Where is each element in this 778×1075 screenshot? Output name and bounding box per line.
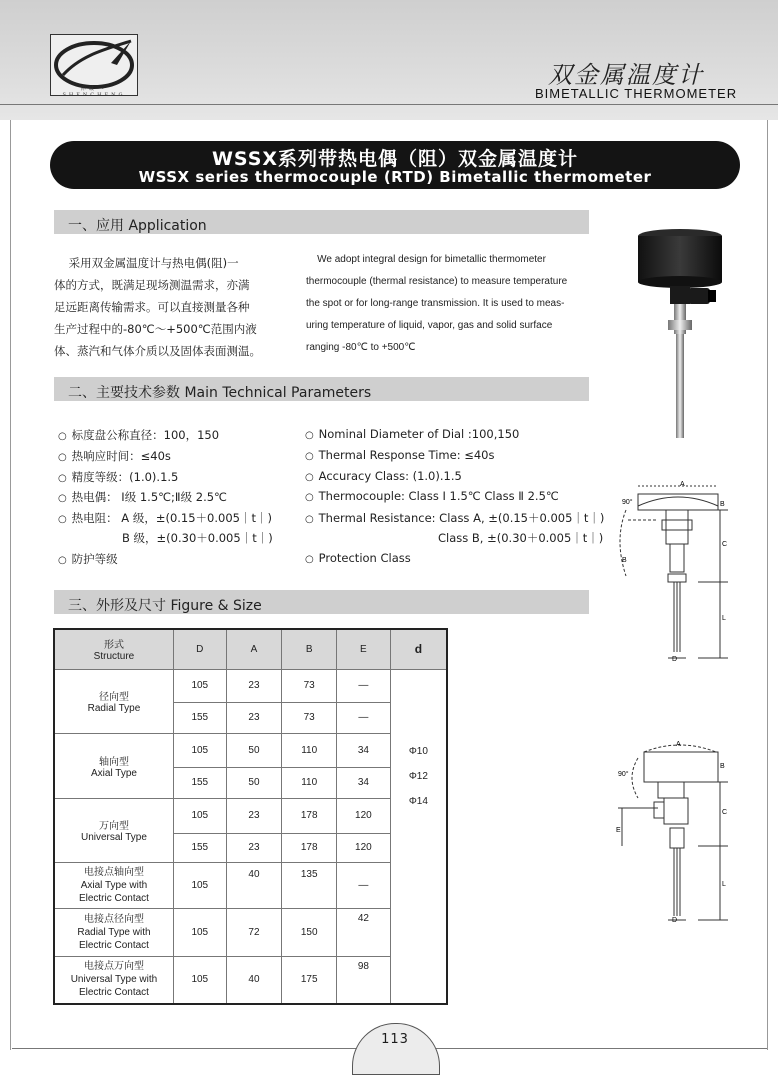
dimension-drawing-universal xyxy=(608,738,733,923)
cell-e: 120 xyxy=(337,833,391,862)
param-zh-text: 防护等级 xyxy=(71,552,118,566)
page-number-tab xyxy=(352,1023,440,1075)
structure-en: Axial Type with xyxy=(80,879,148,891)
param-zh-item xyxy=(58,469,298,489)
circle-bullet-icon: ○ xyxy=(58,514,67,525)
param-zh-text: 热电阻： A 级，±(0.15＋0.005｜t｜) xyxy=(71,511,272,525)
param-en-item xyxy=(305,510,605,530)
title-en: WSSX series thermocouple (RTD) Bimetallic thermometer xyxy=(138,168,652,186)
dim-label-b: B xyxy=(720,763,725,770)
application-en-line: ranging -80℃ to +500℃ xyxy=(306,342,416,353)
structure-cell xyxy=(54,956,173,1004)
parameters-zh xyxy=(58,427,298,572)
structure-en: Axial Type xyxy=(90,767,137,779)
cell-b: 178 xyxy=(282,833,337,862)
logo-caption: 伸诚 • SHENCHENG xyxy=(62,86,126,98)
param-zh-text: 精度等级：(1.0).1.5 xyxy=(71,470,179,484)
param-zh-item xyxy=(58,448,298,469)
structure-en: Electric Contact xyxy=(78,892,149,904)
circle-bullet-icon: ○ xyxy=(305,554,314,565)
section-title-figure: 三、外形及尺寸 Figure & Size xyxy=(68,598,262,614)
param-en-item xyxy=(305,427,605,448)
dim-label-b2: B xyxy=(622,557,627,564)
cell-a: 23 xyxy=(226,702,282,733)
header-structure-zh: 形式 xyxy=(103,640,124,652)
cell-d: 105 xyxy=(173,908,226,956)
header-e: E xyxy=(337,629,391,669)
structure-cell xyxy=(54,908,173,956)
param-zh-text: 热响应时间：≤40s xyxy=(71,449,171,463)
title-zh: WSSX系列带热电偶（阻）双金属温度计 xyxy=(211,148,579,170)
param-en-text: Thermal Response Time: ≤40s xyxy=(318,448,495,462)
param-en-text: Nominal Diameter of Dial :100,150 xyxy=(318,427,520,441)
application-en-line: We adopt integral design for bimetallic thermometer xyxy=(306,254,546,265)
cell-b: 73 xyxy=(282,669,337,702)
cell-a: 50 xyxy=(226,767,282,798)
product-name-en: BIMETALLIC THERMOMETER xyxy=(535,86,738,101)
circle-bullet-icon: ○ xyxy=(58,555,67,566)
param-en-text: Accuracy Class: (1.0).1.5 xyxy=(318,469,462,483)
cell-e: 120 xyxy=(337,798,391,833)
table-row xyxy=(54,798,447,833)
cell-a: 40 xyxy=(226,956,282,1004)
application-text-zh xyxy=(54,252,278,362)
cell-d: 155 xyxy=(173,767,226,798)
cell-b: 73 xyxy=(282,702,337,733)
cell-b: 135 xyxy=(282,862,337,908)
circle-bullet-icon: ○ xyxy=(305,451,314,462)
structure-cell xyxy=(54,798,173,862)
section-title-parameters: 二、主要技术参数 Main Technical Parameters xyxy=(68,385,372,401)
cell-d: 105 xyxy=(173,956,226,1004)
structure-zh: 电接点万向型 xyxy=(83,961,144,973)
right-margin-rule xyxy=(767,120,768,1050)
application-en-line: uring temperature of liquid, vapor, gas and solid surface xyxy=(306,320,553,331)
dim-label-a: A xyxy=(676,741,681,748)
structure-en: Universal Type xyxy=(80,832,147,843)
header-rule xyxy=(0,104,778,105)
circle-bullet-icon: ○ xyxy=(58,431,67,442)
structure-en: Electric Contact xyxy=(78,939,149,951)
dim-label-c: C xyxy=(722,809,728,816)
structure-en: Radial Type with xyxy=(77,926,151,938)
d-value: Φ10 xyxy=(408,745,428,757)
cell-e: — xyxy=(337,862,391,908)
param-en-item xyxy=(305,448,605,469)
cell-d: 105 xyxy=(173,798,226,833)
circle-bullet-icon: ○ xyxy=(305,430,314,441)
cell-b: 175 xyxy=(282,956,337,1004)
cell-e: 34 xyxy=(337,767,391,798)
circle-bullet-icon: ○ xyxy=(305,492,314,503)
circle-bullet-icon: ○ xyxy=(305,472,314,483)
application-zh-line: 足远距离传输需求。可以直接测量各种 xyxy=(54,300,250,314)
d-value: Φ12 xyxy=(408,770,428,782)
structure-cell xyxy=(54,862,173,908)
left-margin-rule xyxy=(10,120,11,1050)
dim-label-e: E xyxy=(616,827,621,834)
product-name-zh: 双金属温度计 xyxy=(548,61,704,89)
cell-d: 105 xyxy=(173,669,226,702)
cell-d: 105 xyxy=(173,733,226,767)
param-en-item xyxy=(305,551,605,572)
param-zh-item xyxy=(58,530,298,551)
dim-label-a: A xyxy=(680,481,685,488)
dim-label-d: D xyxy=(672,656,678,662)
application-zh-line: 体、蒸汽和气体介质以及固体表面测温。 xyxy=(54,344,261,358)
cell-e: 42 xyxy=(337,908,391,956)
spec-table xyxy=(53,628,448,1005)
cell-e: — xyxy=(337,669,391,702)
cell-e: 98 xyxy=(337,956,391,1004)
circle-bullet-icon: ○ xyxy=(305,514,314,525)
param-en-item xyxy=(305,469,605,489)
structure-cell xyxy=(54,733,173,798)
cell-a: 23 xyxy=(226,833,282,862)
parameters-en xyxy=(305,427,605,572)
cell-d: 105 xyxy=(173,862,226,908)
structure-zh: 电接点轴向型 xyxy=(83,866,144,878)
table-row xyxy=(54,669,447,702)
dimension-drawing-radial xyxy=(608,480,733,662)
cell-b: 110 xyxy=(282,767,337,798)
structure-zh: 电接点径向型 xyxy=(83,913,144,925)
cell-b: 150 xyxy=(282,908,337,956)
application-zh-line: 体的方式，既满足现场测温需求，亦满 xyxy=(54,278,250,292)
page-number: 113 xyxy=(381,1032,409,1047)
structure-cell xyxy=(54,669,173,733)
param-zh-text: B 级，±(0.30＋0.005｜t｜) xyxy=(122,531,273,545)
structure-en: Radial Type xyxy=(87,703,141,714)
structure-zh: 万向型 xyxy=(98,821,129,832)
cell-a: 40 xyxy=(226,862,282,908)
structure-en: Universal Type with xyxy=(70,974,158,986)
d-value: Φ14 xyxy=(408,795,428,807)
table-row xyxy=(54,956,447,1004)
structure-zh: 径向型 xyxy=(98,692,129,703)
cell-e: — xyxy=(337,702,391,733)
cell-b: 110 xyxy=(282,733,337,767)
param-zh-text: 热电偶： Ⅰ级 1.5℃;Ⅱ级 2.5℃ xyxy=(71,490,227,504)
param-zh-item xyxy=(58,551,298,572)
table-header-row xyxy=(54,629,447,669)
param-zh-item xyxy=(58,489,298,510)
cell-e: 34 xyxy=(337,733,391,767)
param-en-item xyxy=(305,489,605,510)
dim-label-angle: 90° xyxy=(618,771,629,778)
cell-a: 50 xyxy=(226,733,282,767)
param-en-text: Thermocouple: Class Ⅰ 1.5℃ Class Ⅱ 2.5℃ xyxy=(318,489,559,503)
cell-a: 23 xyxy=(226,669,282,702)
section-title-application: 一、应用 Application xyxy=(68,218,207,234)
structure-en: Electric Contact xyxy=(78,987,149,999)
table-row xyxy=(54,733,447,767)
param-zh-text: 标度盘公称直径：100，150 xyxy=(71,428,220,442)
header-structure xyxy=(54,629,173,669)
header-structure-en: Structure xyxy=(93,651,135,663)
param-zh-item xyxy=(58,427,298,448)
param-en-text: Class B, ±(0.30＋0.005｜t｜) xyxy=(438,531,604,545)
d-values-cell xyxy=(390,669,447,1004)
circle-bullet-icon: ○ xyxy=(58,493,67,504)
application-text-en xyxy=(306,249,604,359)
cell-d: 155 xyxy=(173,702,226,733)
header-a: A xyxy=(226,629,282,669)
dim-label-d: D xyxy=(672,917,678,923)
table-row xyxy=(54,908,447,956)
dim-label-l: L xyxy=(722,615,726,622)
application-zh-line: 生产过程中的-80℃～+500℃范围内液 xyxy=(54,322,257,336)
cell-b: 178 xyxy=(282,798,337,833)
circle-bullet-icon: ○ xyxy=(58,473,67,484)
cell-a: 23 xyxy=(226,798,282,833)
application-zh-line: 采用双金属温度计与热电偶(阻)一 xyxy=(54,256,239,270)
dim-label-b: B xyxy=(720,501,725,508)
structure-zh: 轴向型 xyxy=(98,756,129,768)
param-en-text: Protection Class xyxy=(318,551,411,565)
table-row xyxy=(54,862,447,908)
cell-d: 155 xyxy=(173,833,226,862)
param-zh-item xyxy=(58,510,298,530)
param-en-item xyxy=(305,530,605,551)
header-d-upper: D xyxy=(173,629,226,669)
header-b: B xyxy=(282,629,337,669)
circle-bullet-icon: ○ xyxy=(58,452,67,463)
dim-label-l: L xyxy=(722,881,726,888)
param-en-text: Thermal Resistance: Class A, ±(0.15＋0.005｜t｜) xyxy=(318,511,605,525)
product-photo xyxy=(630,228,730,440)
header-d-lower: d xyxy=(390,629,447,669)
application-en-line: the spot or for long-range transmission. It is used to meas- xyxy=(306,298,565,309)
application-en-line: thermocouple (thermal resistance) to measure temperature xyxy=(306,276,568,287)
dim-label-c: C xyxy=(722,541,728,548)
dim-label-angle: 90° xyxy=(622,499,633,506)
cell-a: 72 xyxy=(226,908,282,956)
